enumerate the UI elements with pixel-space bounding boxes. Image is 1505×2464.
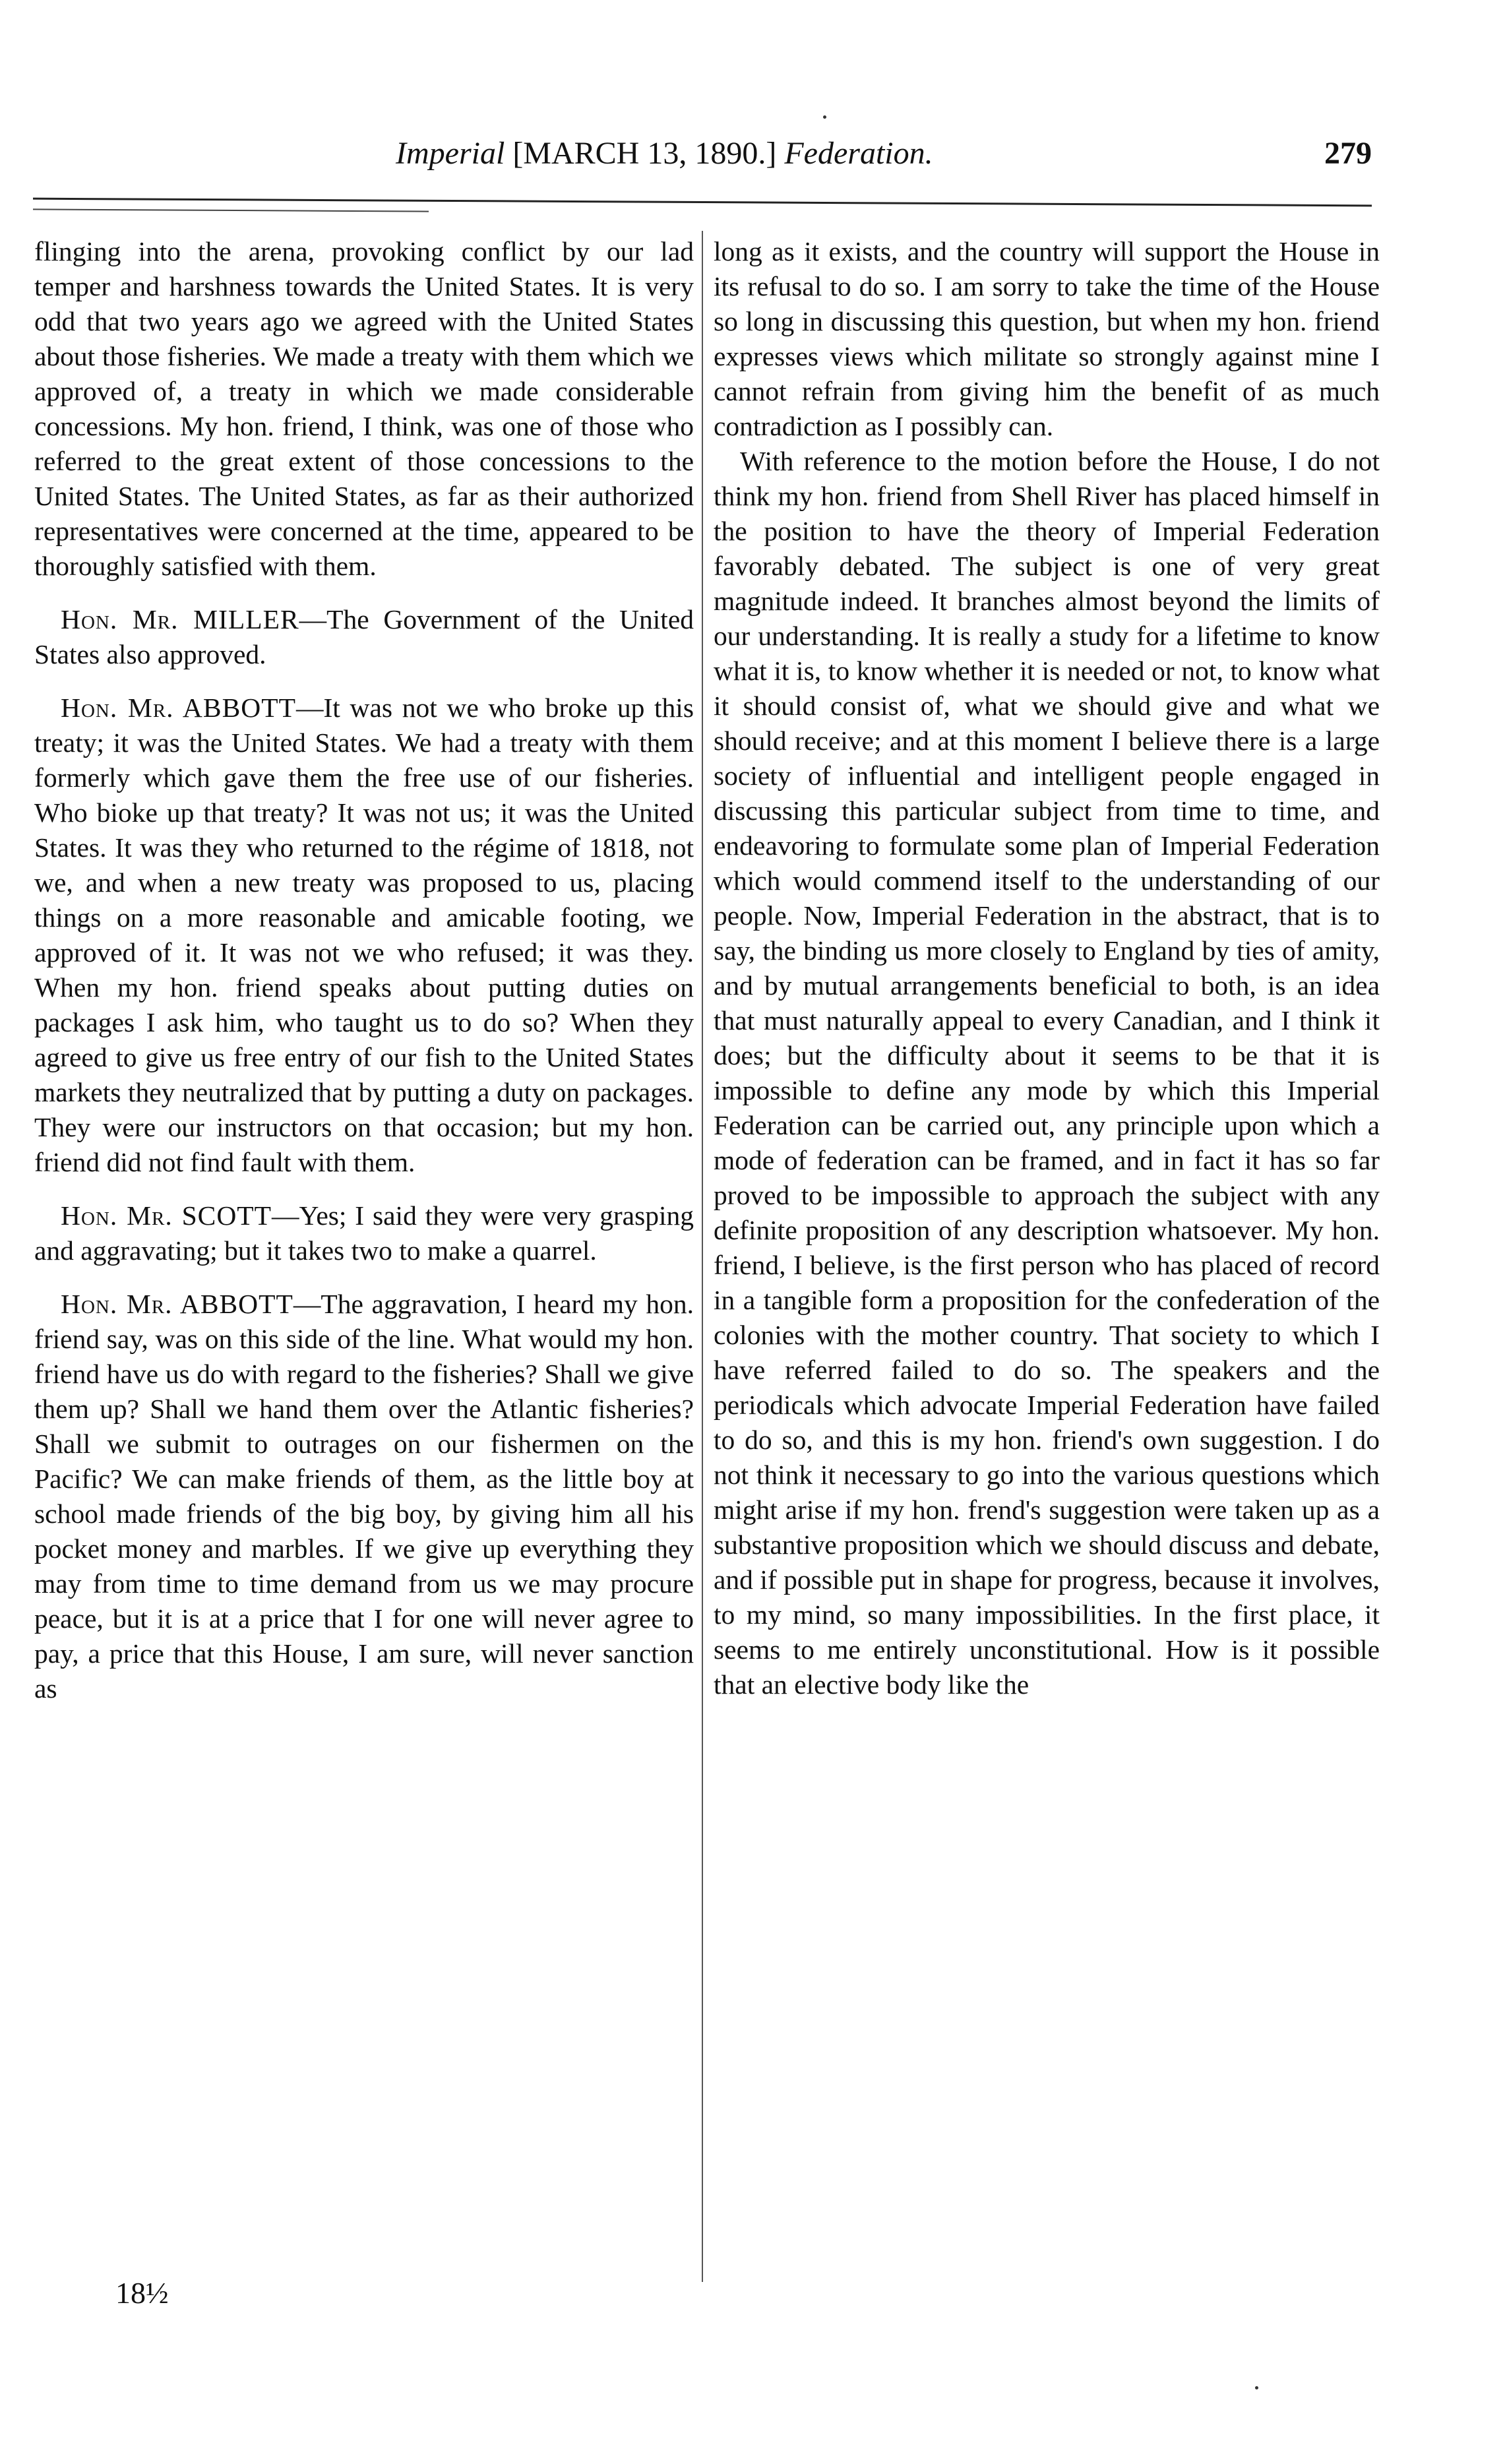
header-title-right: Federation. <box>784 136 933 171</box>
speech-paragraph <box>34 691 694 1180</box>
header-rule <box>33 198 1372 207</box>
speech-paragraph <box>34 602 694 672</box>
signature-mark: 18½ <box>115 2276 169 2310</box>
paragraph <box>714 444 1380 1702</box>
header-title <box>396 135 933 171</box>
paragraph-text: —The aggravation, I heard my hon. friend say, was on this side of the line. What would my hon. friend have us do with regard to the fisheries? Shall we give them up? Shall we hand them over the Atlantic fisheries? Shall we submit to outrages on our fishermen on the Pacific? We can make friends of them, as the little boy at school made friends of the big boy, by giving him all his pocket money and marbles. If we give up everything they may from time to time demand from us we may procure peace, but it is at a price that I for one will never agree to pay, a price that this House, I am sure, will never sanction as <box>34 1289 694 1704</box>
running-header <box>369 135 1372 188</box>
paragraph-text: —It was not we who broke up this treaty; it was the United States. We had a treaty with them formerly which gave them the free use of our fisheries. Who bioke up that treaty? It was not us; it was the United States. It was they who returned to the régime of 1818, not we, and when a new treaty was proposed to us, placing things on a more reasonable and amicable footing, we approved of it. It was not we who refused; it was they. When my hon. friend speaks about putting duties on packages I ask him, who taught us to do so? When they agreed to give us free entry of our fish to the United States markets they neutralized that by putting a duty on packages. They were our instructors on that occasion; but my hon. friend did not find fault with them. <box>34 693 694 1177</box>
paragraph-text: —The Government of the United States also approved. <box>34 604 694 669</box>
speaker-name: Hon. Mr. SCOTT <box>61 1200 272 1231</box>
speck <box>1255 2386 1258 2389</box>
paragraph <box>714 234 1380 444</box>
speck <box>823 115 826 119</box>
right-column <box>714 234 1380 1702</box>
speaker-name: Hon. Mr. ABBOTT <box>61 1289 293 1319</box>
left-column <box>34 234 694 1706</box>
header-date: [MARCH 13, 1890.] <box>512 136 777 171</box>
header-rule-secondary <box>33 208 429 212</box>
speech-paragraph <box>34 1287 694 1706</box>
speaker-name: Hon. Mr. ABBOTT <box>61 693 296 723</box>
paragraph-text: —Yes; I said they were very grasping and aggravating; but it takes two to make a quarrel. <box>34 1200 694 1266</box>
paragraph <box>34 234 694 584</box>
speech-paragraph <box>34 1198 694 1268</box>
page-number: 279 <box>1324 136 1372 171</box>
paragraph-text: long as it exists, and the country will support the House in its refusal to do so. I am sorry to take the time of the House so long in discussing this question, but when my hon. friend expresses views which militate so strongly against mine I cannot refrain from giving him the benefit of as much contradiction as I possibly can. <box>714 236 1380 441</box>
speaker-name: Hon. Mr. MILLER <box>61 604 299 634</box>
header-title-left: Imperial <box>396 136 505 171</box>
paragraph-text: flinging into the arena, provoking conflict by our lad temper and harshness towards the United States. It is very odd that two years ago we agreed with the United States about those fisheries. We made a treaty with them which we approved of, a treaty in which we made considerable concessions. My hon. friend, I think, was one of those who referred to the great extent of those concessions to the United States. The United States, as far as their authorized representatives were concerned at the time, appeared to be thoroughly satisfied with them. <box>34 236 694 581</box>
paragraph-text: With reference to the motion before the House, I do not think my hon. friend from Shell River has placed himself in the position to have the theory of Imperial Federation favorably debated. The subject is one of very great magnitude indeed. It branches almost beyond the limits of our understanding. It is really a study for a lifetime to know what it is, to know whether it is needed or not, to know what it should consist of, what we should give and what we should receive; and at this moment I believe there is a large society of influential and intelligent people engaged in discussing this particular subject from time to time, and endeavoring to formulate some plan of Imperial Federation which would commend itself to the understanding of our people. Now, Imperial Federation in the abstract, that is to say, the binding us more closely to England by ties of amity, and by mutual arrangements beneficial to both, is an idea that must naturally appeal to every Canadian, and I think it does; but the difficulty about it seems to be that it is impossible to define any mode by which this Imperial Federation can be carried out, any principle upon which a mode of federation can be framed, and in fact it has so far proved to be impossible to approach the subject with any definite proposition of any description whatsoever. My hon. friend, I believe, is the first person who has placed of record in a tangible form a proposition for the confederation of the colonies with the mother country. That society to which I have referred failed to do so. The speakers and the periodicals which advocate Imperial Federation have failed to do so, and this is my hon. friend's own suggestion. I do not think it necessary to go into the various questions which might arise if my hon. frend's suggestion were taken up as a substantive proposition which we should discuss and debate, and if possible put in shape for progress, because it involves, to my mind, so many impossibilities. In the first place, it seems to me entirely unconstitutional. How is it possible that an elective body like the <box>714 446 1380 1700</box>
column-divider <box>702 231 703 2282</box>
